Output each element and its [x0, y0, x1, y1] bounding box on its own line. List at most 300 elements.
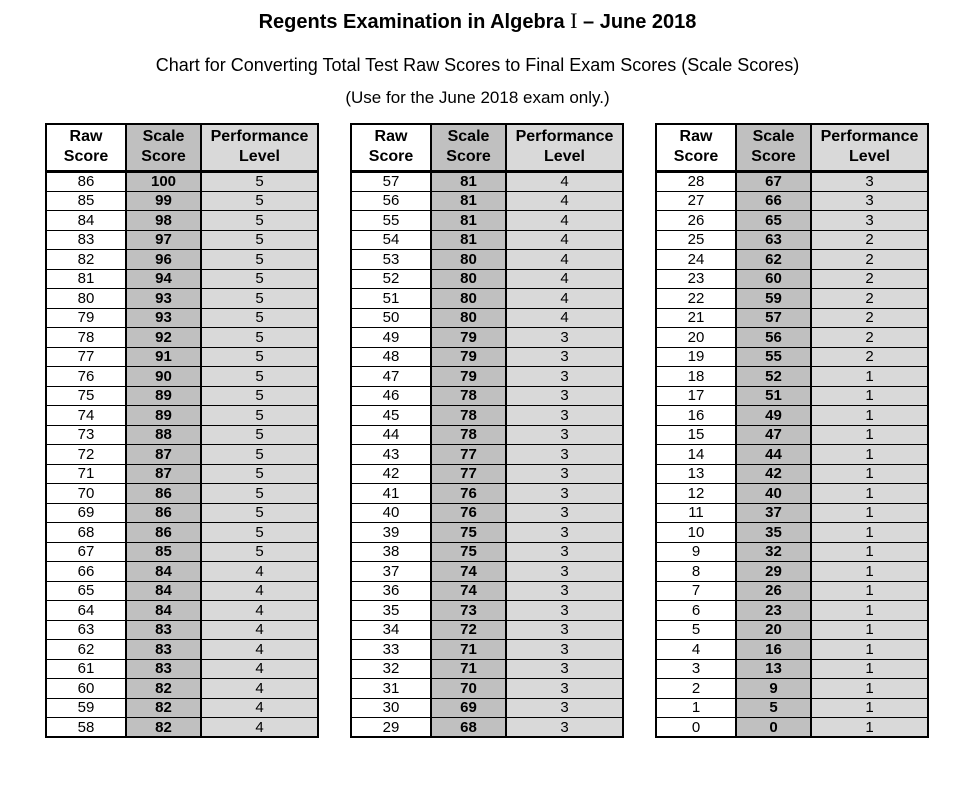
performance-level-cell: 1: [811, 581, 928, 601]
raw-score-cell: 74: [46, 406, 126, 426]
table-row: [656, 464, 928, 484]
header-line: Level: [544, 148, 585, 165]
scale-score-cell: 71: [431, 640, 506, 660]
scale-score-cell: 79: [431, 328, 506, 348]
scale-score-cell: 86: [126, 484, 201, 504]
performance-level-header: [506, 124, 623, 172]
scale-score-cell: 81: [431, 230, 506, 250]
scale-score-cell: 89: [126, 386, 201, 406]
raw-score-cell: 71: [46, 464, 126, 484]
performance-level-cell: 1: [811, 659, 928, 679]
performance-level-cell: 1: [811, 640, 928, 660]
table-row: [46, 250, 318, 270]
table-row: [656, 406, 928, 426]
raw-score-cell: 41: [351, 484, 431, 504]
table-row: [351, 640, 623, 660]
table-row: [351, 659, 623, 679]
raw-score-cell: 81: [46, 269, 126, 289]
table-row: [46, 191, 318, 211]
table-row: [46, 523, 318, 543]
scale-score-cell: 47: [736, 425, 811, 445]
raw-score-cell: 64: [46, 601, 126, 621]
scale-score-header: [126, 124, 201, 172]
scale-score-cell: 99: [126, 191, 201, 211]
raw-score-cell: 20: [656, 328, 736, 348]
performance-level-cell: 5: [201, 464, 318, 484]
table-row: [351, 328, 623, 348]
header-line: Scale: [447, 128, 490, 145]
performance-level-cell: 5: [201, 425, 318, 445]
performance-level-cell: 3: [811, 172, 928, 192]
table-row: [46, 464, 318, 484]
performance-level-cell: 3: [506, 679, 623, 699]
raw-score-cell: 14: [656, 445, 736, 465]
scale-score-cell: 76: [431, 484, 506, 504]
table-row: [656, 484, 928, 504]
table-row: [351, 386, 623, 406]
scale-score-cell: 69: [431, 698, 506, 718]
scale-score-cell: 96: [126, 250, 201, 270]
scale-score-header: [736, 124, 811, 172]
scale-score-cell: 91: [126, 347, 201, 367]
scale-score-cell: 63: [736, 230, 811, 250]
raw-score-cell: 50: [351, 308, 431, 328]
performance-level-cell: 3: [506, 640, 623, 660]
scale-score-cell: 60: [736, 269, 811, 289]
scale-score-cell: 79: [431, 347, 506, 367]
scale-score-cell: 20: [736, 620, 811, 640]
table-row: [351, 679, 623, 699]
performance-level-cell: 5: [201, 250, 318, 270]
raw-score-cell: 63: [46, 620, 126, 640]
performance-level-cell: 3: [506, 620, 623, 640]
performance-level-cell: 4: [506, 289, 623, 309]
raw-score-cell: 22: [656, 289, 736, 309]
scale-score-cell: 76: [431, 503, 506, 523]
subtitle: Chart for Converting Total Test Raw Scores to Final Exam Scores (Scale Scores): [155, 55, 800, 75]
raw-score-cell: 84: [46, 211, 126, 231]
raw-score-cell: 8: [656, 562, 736, 582]
table-row: [351, 172, 623, 192]
scale-score-cell: 78: [431, 425, 506, 445]
table-row: [46, 484, 318, 504]
performance-level-cell: 3: [506, 503, 623, 523]
table-row: [351, 269, 623, 289]
scale-score-cell: 74: [431, 562, 506, 582]
performance-level-cell: 3: [506, 698, 623, 718]
raw-score-cell: 4: [656, 640, 736, 660]
usage-note: (Use for the June 2018 exam only.): [345, 88, 610, 107]
raw-score-cell: 44: [351, 425, 431, 445]
scale-score-cell: 68: [431, 718, 506, 738]
performance-level-header: [811, 124, 928, 172]
table-row: [351, 581, 623, 601]
raw-score-header: [46, 124, 126, 172]
table-row: [46, 601, 318, 621]
performance-level-cell: 3: [506, 484, 623, 504]
performance-level-cell: 5: [201, 230, 318, 250]
raw-score-cell: 82: [46, 250, 126, 270]
performance-level-cell: 3: [506, 581, 623, 601]
raw-score-cell: 85: [46, 191, 126, 211]
raw-score-cell: 43: [351, 445, 431, 465]
performance-level-cell: 4: [201, 640, 318, 660]
raw-score-cell: 36: [351, 581, 431, 601]
performance-level-cell: 2: [811, 347, 928, 367]
performance-level-cell: 4: [201, 562, 318, 582]
raw-score-cell: 42: [351, 464, 431, 484]
performance-level-cell: 4: [506, 250, 623, 270]
raw-score-cell: 30: [351, 698, 431, 718]
performance-level-cell: 2: [811, 230, 928, 250]
scale-score-cell: 90: [126, 367, 201, 387]
header-line: Level: [239, 148, 280, 165]
table-row: [46, 640, 318, 660]
performance-level-cell: 2: [811, 308, 928, 328]
header-line: Raw: [374, 128, 408, 145]
performance-level-cell: 5: [201, 347, 318, 367]
table-row: [351, 230, 623, 250]
raw-score-cell: 32: [351, 659, 431, 679]
table-row: [46, 425, 318, 445]
scale-score-cell: 78: [431, 386, 506, 406]
scale-score-cell: 93: [126, 308, 201, 328]
raw-score-cell: 62: [46, 640, 126, 660]
table-row: [656, 425, 928, 445]
table-row: [351, 308, 623, 328]
scale-score-cell: 87: [126, 445, 201, 465]
scale-score-cell: 86: [126, 523, 201, 543]
performance-level-cell: 4: [506, 269, 623, 289]
raw-score-cell: 70: [46, 484, 126, 504]
table-body: [46, 172, 318, 738]
table-row: [46, 211, 318, 231]
scale-score-cell: 13: [736, 659, 811, 679]
performance-level-cell: 5: [201, 445, 318, 465]
scale-score-cell: 89: [126, 406, 201, 426]
raw-score-cell: 0: [656, 718, 736, 738]
table-row: [656, 698, 928, 718]
scale-score-cell: 80: [431, 289, 506, 309]
scale-score-cell: 79: [431, 367, 506, 387]
title-text: Regents Examination in Algebra: [258, 11, 571, 33]
header-line: Performance: [515, 128, 614, 145]
table-row: [351, 698, 623, 718]
raw-score-cell: 25: [656, 230, 736, 250]
performance-level-cell: 1: [811, 425, 928, 445]
performance-level-cell: 5: [201, 503, 318, 523]
scale-score-cell: 40: [736, 484, 811, 504]
performance-level-cell: 4: [201, 659, 318, 679]
performance-level-cell: 3: [506, 542, 623, 562]
table-row: [46, 230, 318, 250]
table-row: [656, 601, 928, 621]
raw-score-cell: 3: [656, 659, 736, 679]
performance-level-cell: 3: [506, 445, 623, 465]
table-row: [656, 269, 928, 289]
raw-score-cell: 34: [351, 620, 431, 640]
table-row: [351, 425, 623, 445]
raw-score-cell: 7: [656, 581, 736, 601]
scale-score-cell: 77: [431, 445, 506, 465]
scale-score-cell: 23: [736, 601, 811, 621]
scale-score-cell: 92: [126, 328, 201, 348]
scale-score-cell: 65: [736, 211, 811, 231]
performance-level-cell: 3: [506, 347, 623, 367]
conversion-tables: [0, 123, 955, 738]
scale-score-cell: 56: [736, 328, 811, 348]
raw-score-cell: 2: [656, 679, 736, 699]
table-row: [351, 445, 623, 465]
performance-level-cell: 4: [506, 211, 623, 231]
performance-level-cell: 5: [201, 308, 318, 328]
scale-score-cell: 82: [126, 698, 201, 718]
raw-score-cell: 26: [656, 211, 736, 231]
scale-score-cell: 26: [736, 581, 811, 601]
performance-level-cell: 5: [201, 328, 318, 348]
header-line: Performance: [210, 128, 309, 145]
scale-score-cell: 5: [736, 698, 811, 718]
table-row: [656, 659, 928, 679]
raw-score-cell: 67: [46, 542, 126, 562]
scale-score-cell: 74: [431, 581, 506, 601]
performance-level-cell: 4: [201, 679, 318, 699]
table-row: [46, 562, 318, 582]
raw-score-cell: 52: [351, 269, 431, 289]
performance-level-cell: 1: [811, 679, 928, 699]
raw-score-cell: 76: [46, 367, 126, 387]
scale-score-cell: 94: [126, 269, 201, 289]
scale-score-cell: 100: [126, 172, 201, 192]
table-row: [656, 211, 928, 231]
scale-score-cell: 35: [736, 523, 811, 543]
table-row: [656, 289, 928, 309]
performance-level-header: [201, 124, 318, 172]
scale-score-cell: 93: [126, 289, 201, 309]
raw-score-cell: 40: [351, 503, 431, 523]
scale-score-cell: 84: [126, 562, 201, 582]
header-line: Performance: [820, 128, 919, 145]
performance-level-cell: 3: [506, 718, 623, 738]
conversion-table-right: [655, 123, 929, 738]
scale-score-cell: 83: [126, 620, 201, 640]
raw-score-cell: 57: [351, 172, 431, 192]
table-row: [656, 172, 928, 192]
raw-score-cell: 11: [656, 503, 736, 523]
performance-level-cell: 5: [201, 386, 318, 406]
scale-score-cell: 98: [126, 211, 201, 231]
performance-level-cell: 5: [201, 269, 318, 289]
table-row: [46, 386, 318, 406]
table-row: [656, 386, 928, 406]
raw-score-cell: 33: [351, 640, 431, 660]
raw-score-cell: 1: [656, 698, 736, 718]
raw-score-cell: 23: [656, 269, 736, 289]
raw-score-cell: 15: [656, 425, 736, 445]
table-row: [351, 562, 623, 582]
performance-level-cell: 3: [506, 386, 623, 406]
performance-level-cell: 3: [506, 601, 623, 621]
table-row: [656, 347, 928, 367]
raw-score-cell: 68: [46, 523, 126, 543]
header-row: [46, 124, 318, 172]
table-row: [656, 581, 928, 601]
raw-score-cell: 78: [46, 328, 126, 348]
raw-score-cell: 21: [656, 308, 736, 328]
scale-score-cell: 81: [431, 191, 506, 211]
header-line: Score: [673, 148, 719, 165]
performance-level-cell: 3: [811, 191, 928, 211]
performance-level-cell: 5: [201, 542, 318, 562]
performance-level-cell: 5: [201, 172, 318, 192]
scale-score-cell: 75: [431, 523, 506, 543]
table-row: [46, 698, 318, 718]
performance-level-cell: 1: [811, 503, 928, 523]
header-line: Scale: [142, 128, 185, 145]
scale-score-cell: 55: [736, 347, 811, 367]
raw-score-cell: 31: [351, 679, 431, 699]
raw-score-cell: 38: [351, 542, 431, 562]
scale-score-cell: 81: [431, 211, 506, 231]
table-row: [351, 542, 623, 562]
table-row: [46, 269, 318, 289]
performance-level-cell: 1: [811, 562, 928, 582]
performance-level-cell: 3: [506, 659, 623, 679]
scale-score-cell: 57: [736, 308, 811, 328]
table-row: [656, 523, 928, 543]
performance-level-cell: 5: [201, 367, 318, 387]
scale-score-cell: 70: [431, 679, 506, 699]
scale-score-cell: 62: [736, 250, 811, 270]
raw-score-cell: 55: [351, 211, 431, 231]
table-row: [351, 211, 623, 231]
header-line: Raw: [69, 128, 103, 145]
header-line: Scale: [752, 128, 795, 145]
performance-level-cell: 4: [506, 308, 623, 328]
raw-score-cell: 10: [656, 523, 736, 543]
raw-score-cell: 51: [351, 289, 431, 309]
scale-score-cell: 29: [736, 562, 811, 582]
raw-score-cell: 29: [351, 718, 431, 738]
performance-level-cell: 3: [506, 425, 623, 445]
raw-score-cell: 73: [46, 425, 126, 445]
table-row: [656, 250, 928, 270]
scale-score-cell: 82: [126, 679, 201, 699]
table-row: [351, 523, 623, 543]
scale-score-cell: 52: [736, 367, 811, 387]
scale-score-cell: 84: [126, 581, 201, 601]
table-row: [656, 367, 928, 387]
performance-level-cell: 5: [201, 289, 318, 309]
performance-level-cell: 4: [201, 581, 318, 601]
raw-score-cell: 65: [46, 581, 126, 601]
scale-score-cell: 83: [126, 640, 201, 660]
scale-score-cell: 32: [736, 542, 811, 562]
scale-score-cell: 80: [431, 308, 506, 328]
raw-score-cell: 49: [351, 328, 431, 348]
page-title: [0, 0, 955, 34]
performance-level-cell: 5: [201, 406, 318, 426]
header-row: [656, 124, 928, 172]
performance-level-cell: 1: [811, 601, 928, 621]
scale-score-cell: 37: [736, 503, 811, 523]
raw-score-cell: 9: [656, 542, 736, 562]
scale-score-cell: 86: [126, 503, 201, 523]
table-row: [46, 367, 318, 387]
performance-level-cell: 3: [506, 464, 623, 484]
performance-level-cell: 1: [811, 367, 928, 387]
table-row: [656, 308, 928, 328]
scale-score-cell: 9: [736, 679, 811, 699]
performance-level-cell: 4: [506, 172, 623, 192]
performance-level-cell: 3: [506, 367, 623, 387]
performance-level-cell: 4: [201, 718, 318, 738]
table-row: [351, 250, 623, 270]
performance-level-cell: 5: [201, 211, 318, 231]
header-line: Score: [63, 148, 109, 165]
conversion-table-left: [45, 123, 319, 738]
performance-level-cell: 4: [201, 601, 318, 621]
header-line: Score: [141, 148, 186, 165]
raw-score-cell: 54: [351, 230, 431, 250]
table-row: [351, 464, 623, 484]
scale-score-cell: 42: [736, 464, 811, 484]
table-row: [46, 172, 318, 192]
table-row: [656, 230, 928, 250]
title-suffix: – June 2018: [577, 11, 697, 33]
scale-score-cell: 77: [431, 464, 506, 484]
scale-score-cell: 71: [431, 659, 506, 679]
performance-level-cell: 3: [811, 211, 928, 231]
raw-score-cell: 18: [656, 367, 736, 387]
performance-level-cell: 4: [506, 191, 623, 211]
header-line: Score: [751, 148, 796, 165]
raw-score-cell: 60: [46, 679, 126, 699]
scale-score-cell: 16: [736, 640, 811, 660]
performance-level-cell: 3: [506, 406, 623, 426]
scale-score-cell: 72: [431, 620, 506, 640]
header-row: [351, 124, 623, 172]
header-line: Level: [849, 148, 890, 165]
table-row: [46, 581, 318, 601]
scale-score-cell: 59: [736, 289, 811, 309]
table-row: [351, 367, 623, 387]
performance-level-cell: 5: [201, 523, 318, 543]
scale-score-cell: 51: [736, 386, 811, 406]
table-row: [351, 406, 623, 426]
conversion-table-middle: [350, 123, 624, 738]
table-row: [656, 503, 928, 523]
scale-score-cell: 66: [736, 191, 811, 211]
performance-level-cell: 3: [506, 523, 623, 543]
raw-score-cell: 6: [656, 601, 736, 621]
table-row: [351, 718, 623, 738]
table-row: [351, 289, 623, 309]
scale-score-cell: 75: [431, 542, 506, 562]
raw-score-cell: 13: [656, 464, 736, 484]
performance-level-cell: 1: [811, 445, 928, 465]
table-row: [351, 503, 623, 523]
performance-level-cell: 2: [811, 289, 928, 309]
raw-score-cell: 45: [351, 406, 431, 426]
scale-score-cell: 87: [126, 464, 201, 484]
raw-score-cell: 75: [46, 386, 126, 406]
header-line: Score: [368, 148, 414, 165]
performance-level-cell: 1: [811, 406, 928, 426]
scale-score-cell: 0: [736, 718, 811, 738]
table-row: [656, 562, 928, 582]
scale-score-cell: 83: [126, 659, 201, 679]
